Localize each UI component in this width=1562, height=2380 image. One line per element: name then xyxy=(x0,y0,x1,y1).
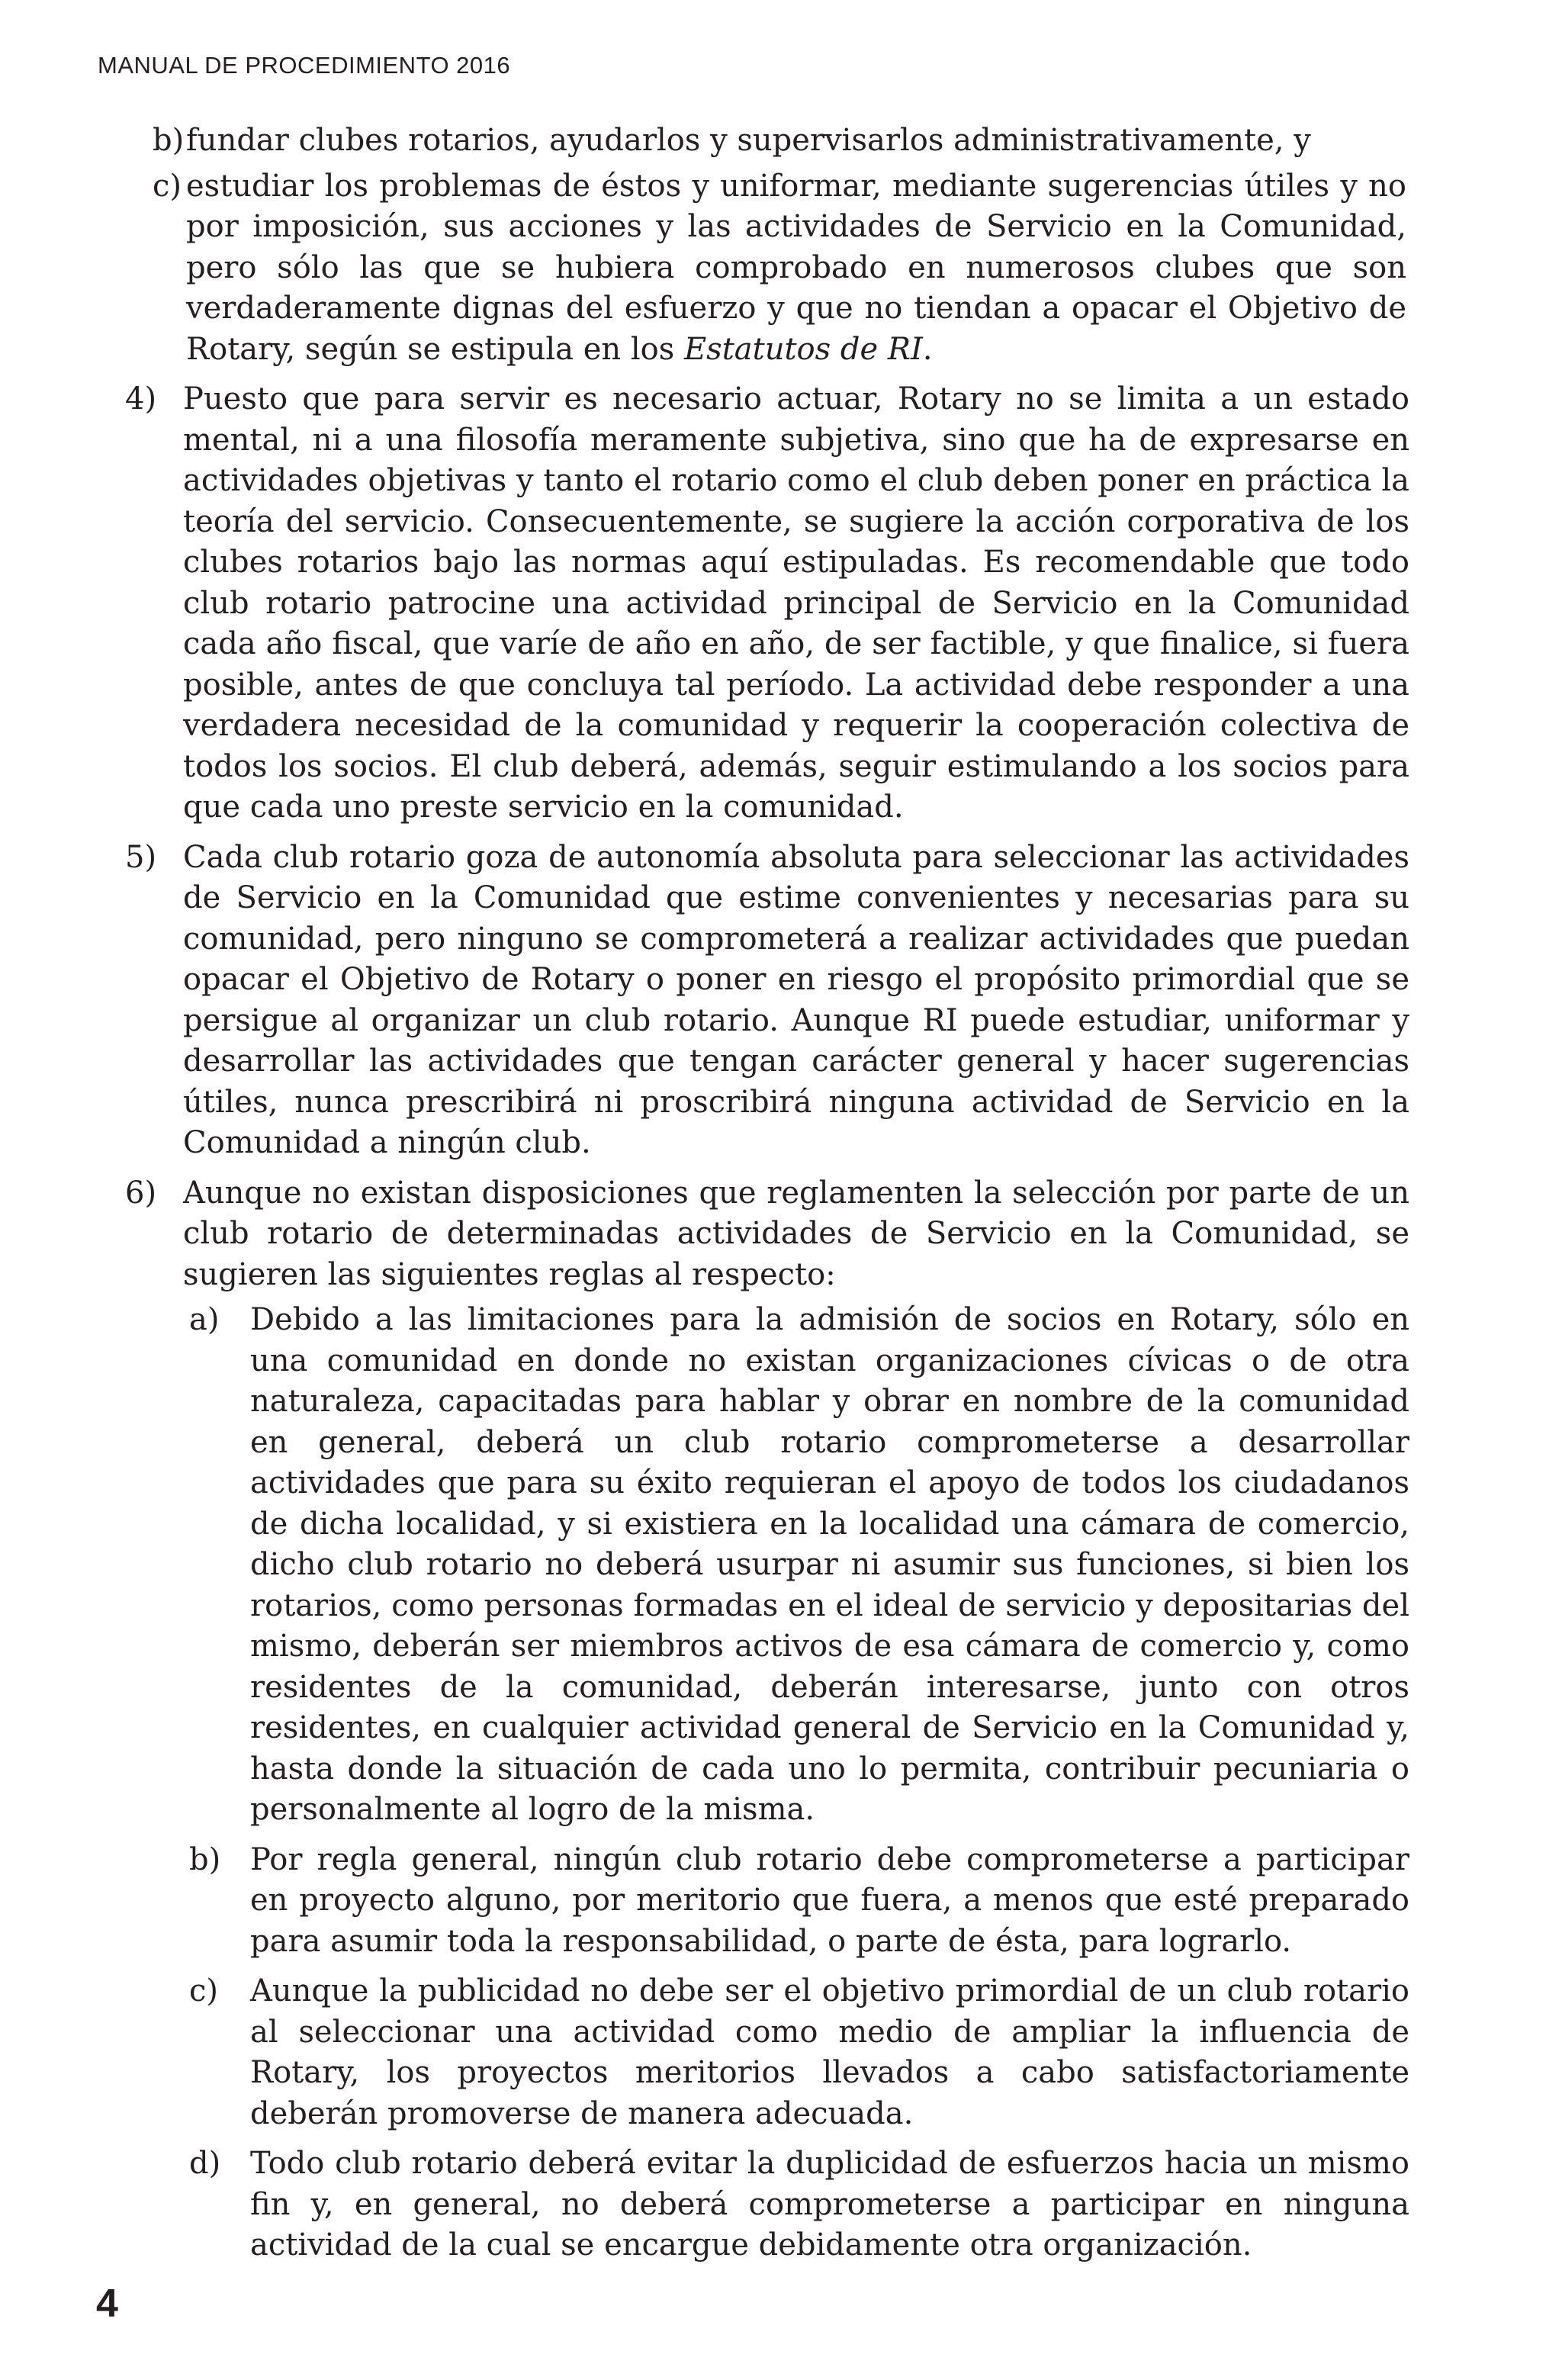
list-item-6a xyxy=(189,1300,1409,1831)
list-item-c-top xyxy=(153,166,1406,371)
trailing-punctuation: . xyxy=(922,331,933,367)
paragraph-number: 4) xyxy=(125,381,157,416)
list-item-text: fundar clubes rotarios, ayudarlos y supervisarlos administrativamente, y xyxy=(186,123,1311,158)
paragraph-text: Aunque no existan disposiciones que reglamenten la selección por parte de un club rotario de determinadas actividades de Servicio en la Comunidad, se sugieren las siguientes reglas al respecto: xyxy=(183,1175,1409,1292)
paragraph-number: 6) xyxy=(125,1175,157,1211)
paragraph-text: Cada club rotario goza de autonomía absoluta para seleccionar las actividades de Servicio en la Comunidad que estime convenientes y necesarias para su comunidad, pero ninguno se comprometerá a realizar actividades que puedan opacar el Objetivo de Rotary o poner en riesgo el propósito primordial que se persigue al organizar un club rotario. Aunque RI puede estudiar, uniformar y desarrollar las actividades que tengan carácter general y hacer sugerencias útiles, nunca prescribirá ni proscribirá ninguna actividad de Servicio en la Comunidad a ningún club. xyxy=(183,839,1409,1160)
paragraph-number: 5) xyxy=(125,839,157,875)
list-item-text: Por regla general, ningún club rotario debe comprometerse a participar en proyecto alguno, por meritorio que fuera, a menos que esté preparado para asumir toda la responsabilidad, o parte de ésta, para lograrlo. xyxy=(250,1841,1409,1959)
list-item-6c xyxy=(189,1971,1409,2134)
paragraph-text: Puesto que para servir es necesario actuar, Rotary no se limita a un estado mental, ni a una filosofía meramente subjetiva, sino que ha de expresarse en actividades objetivas y tanto el rotario como el club deben poner en práctica la teoría del servicio. Consecuentemente, se sugiere la acción corporativa de los clubes rotarios bajo las normas aquí estipuladas. Es recomendable que todo club rotario patrocine una actividad principal de Servicio en la Comunidad cada año fiscal, que varíe de año en año, de ser factible, y que finalice, si fuera posible, antes de que concluya tal período. La actividad debe responder a una verdadera necesidad de la comunidad y requerir la cooperación colectiva de todos los socios. El club deberá, además, seguir estimulando a los socios para que cada uno preste servicio en la comunidad. xyxy=(183,381,1409,825)
list-item-b-top xyxy=(153,121,1406,162)
list-label: b) xyxy=(153,123,185,158)
list-label: d) xyxy=(189,2146,221,2181)
emphasis-text: Estatutos de RI xyxy=(683,331,923,367)
list-item-text: Todo club rotario deberá evitar la duplicidad de esfuerzos hacia un mismo fin y, en general, no deberá comprometerse a participar en ninguna actividad de la cual se encargue debidamente otra organización. xyxy=(250,2146,1409,2263)
list-item-text: estudiar los problemas de éstos y uniformar, mediante sugerencias útiles y no por imposición, sus acciones y las actividades de Servicio en la Comunidad, pero sólo las que se hubiera comprobado en numerosos clubes que son verdaderamente dignas del esfuerzo y que no tiendan a opacar el Objetivo de Rotary, según se estipula en los xyxy=(186,168,1406,367)
numbered-paragraph-5 xyxy=(125,838,1409,1164)
list-label: a) xyxy=(189,1302,220,1337)
numbered-paragraph-4 xyxy=(125,379,1409,828)
list-label: c) xyxy=(153,168,182,204)
page-number: 4 xyxy=(96,2282,118,2326)
list-label: b) xyxy=(189,1841,221,1877)
list-item-text: Aunque la publicidad no debe ser el objetivo primordial de un club rotario al seleccionar una actividad como medio de ampliar la influencia de Rotary, los proyectos meritorios llevados a cabo satisfactoriamente deberán promoverse de manera adecuada. xyxy=(250,1973,1409,2131)
list-label: c) xyxy=(189,1973,219,2009)
running-header: MANUAL DE PROCEDIMIENTO 2016 xyxy=(98,52,511,79)
numbered-paragraph-6 xyxy=(125,1173,1409,1296)
page-body xyxy=(0,121,1562,2266)
list-item-6d xyxy=(189,2144,1409,2266)
list-item-text: Debido a las limitaciones para la admisión de socios en Rotary, sólo en una comunidad en donde no existan organizaciones cívicas o de otra naturaleza, capacitadas para hablar y obrar en nombre de la comunidad en general, deberá un club rotario comprometerse a desarrollar actividades que para su éxito requieran el apoyo de todos los ciudadanos de dicha localidad, y si existiera en la localidad una cámara de comercio, dicho club rotario no deberá usurpar ni asumir sus funciones, si bien los rotarios, como personas formadas en el ideal de servicio y depositarias del mismo, deberán ser miembros activos de esa cámara de comercio y, como residentes de la comunidad, deberán interesarse, junto con otros residentes, en cualquier actividad general de Servicio en la Comunidad y, hasta donde la situación de cada uno lo permita, contribuir pecuniaria o personalmente al logro de la misma. xyxy=(250,1302,1409,1827)
list-item-6b xyxy=(189,1840,1409,1963)
